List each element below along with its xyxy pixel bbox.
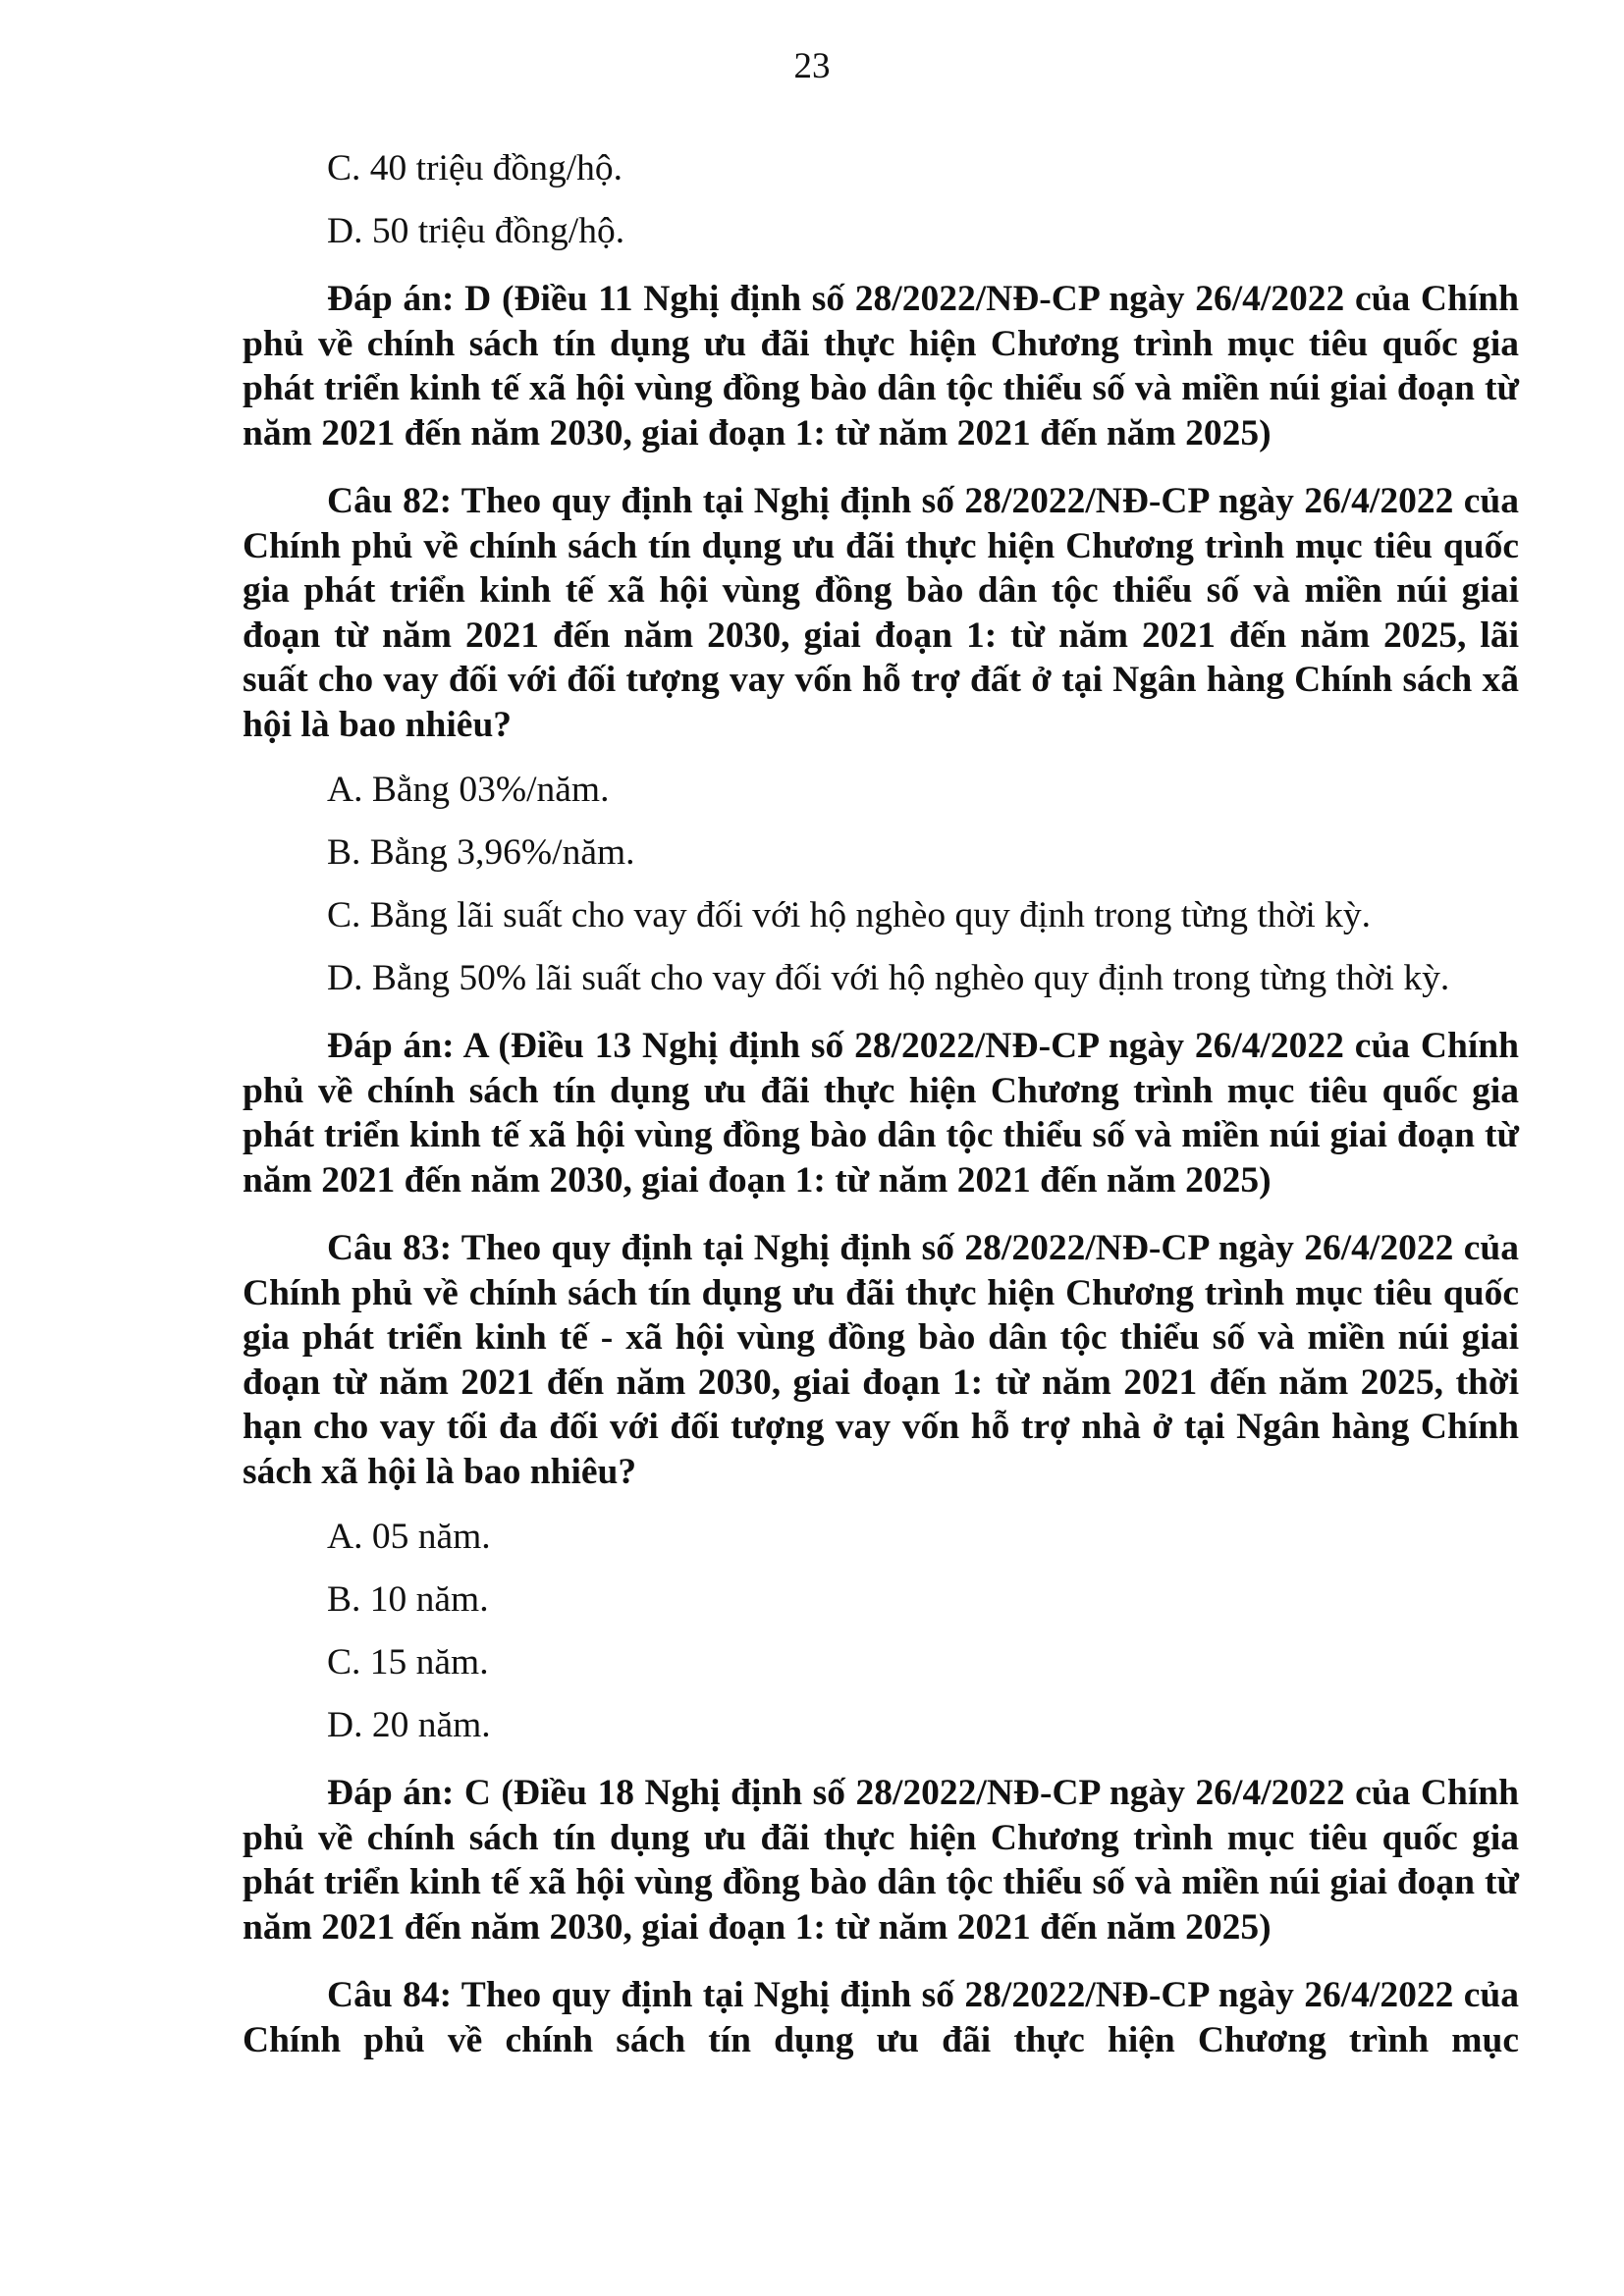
question-83: Câu 83: Theo quy định tại Nghị định số 28/2022/NĐ-CP ngày 26/4/2022 của Chính phủ về chính sách tín dụng ưu đãi thực hiện Chương trình mục tiêu quốc gia phát triển kinh tế - xã hội vùng đồng bào dân tộc thiểu số và miền núi giai đoạn từ năm 2021 đến năm 2030, giai đoạn 1: từ năm 2021 đến năm 2025, thời hạn cho vay tối đa đối với đối tượng vay vốn hỗ trợ nhà ở tại Ngân hàng Chính sách xã hội là bao nhiêu?: [243, 1228, 1519, 1492]
page-number: 23: [793, 46, 831, 86]
question-84: Câu 84: Theo quy định tại Nghị định số 28/2022/NĐ-CP ngày 26/4/2022 của Chính phủ về chính sách tín dụng ưu đãi thực hiện Chương trình mục: [243, 1975, 1519, 2060]
answer-key: Đáp án: D (Điều 11 Nghị định số 28/2022/NĐ-CP ngày 26/4/2022 của Chính phủ về chính sách tín dụng ưu đãi thực hiện Chương trình mục tiêu quốc gia phát triển kinh tế xã hội vùng đồng bào dân tộc thiểu số và miền núi giai đoạn từ năm 2021 đến năm 2030, giai đoạn 1: từ năm 2021 đến năm 2025): [243, 279, 1519, 454]
answer-option: B. Bằng 3,96%/năm.: [327, 832, 635, 873]
answer-option: D. 20 năm.: [327, 1705, 491, 1745]
answer-option: C. 40 triệu đồng/hộ.: [327, 148, 623, 188]
question-82: Câu 82: Theo quy định tại Nghị định số 28/2022/NĐ-CP ngày 26/4/2022 của Chính phủ về chính sách tín dụng ưu đãi thực hiện Chương trình mục tiêu quốc gia phát triển kinh tế xã hội vùng đồng bào dân tộc thiểu số và miền núi giai đoạn từ năm 2021 đến năm 2030, giai đoạn 1: từ năm 2021 đến năm 2025, lãi suất cho vay đối với đối tượng vay vốn hỗ trợ đất ở tại Ngân hàng Chính sách xã hội là bao nhiêu?: [243, 481, 1519, 745]
answer-option: D. 50 triệu đồng/hộ.: [327, 211, 625, 251]
answer-option: B. 10 năm.: [327, 1579, 489, 1620]
answer-key: Đáp án: A (Điều 13 Nghị định số 28/2022/NĐ-CP ngày 26/4/2022 của Chính phủ về chính sách tín dụng ưu đãi thực hiện Chương trình mục tiêu quốc gia phát triển kinh tế xã hội vùng đồng bào dân tộc thiểu số và miền núi giai đoạn từ năm 2021 đến năm 2030, giai đoạn 1: từ năm 2021 đến năm 2025): [243, 1026, 1519, 1201]
answer-option: A. Bằng 03%/năm.: [327, 770, 610, 810]
answer-key: Đáp án: C (Điều 18 Nghị định số 28/2022/NĐ-CP ngày 26/4/2022 của Chính phủ về chính sách tín dụng ưu đãi thực hiện Chương trình mục tiêu quốc gia phát triển kinh tế xã hội vùng đồng bào dân tộc thiểu số và miền núi giai đoạn từ năm 2021 đến năm 2030, giai đoạn 1: từ năm 2021 đến năm 2025): [243, 1773, 1519, 1948]
answer-option: C. 15 năm.: [327, 1642, 489, 1682]
page-content: [243, 147, 1519, 2086]
answer-option: D. Bằng 50% lãi suất cho vay đối với hộ nghèo quy định trong từng thời kỳ.: [327, 958, 1450, 998]
answer-option: A. 05 năm.: [327, 1517, 491, 1557]
answer-option: C. Bằng lãi suất cho vay đối với hộ nghèo quy định trong từng thời kỳ.: [327, 895, 1372, 935]
